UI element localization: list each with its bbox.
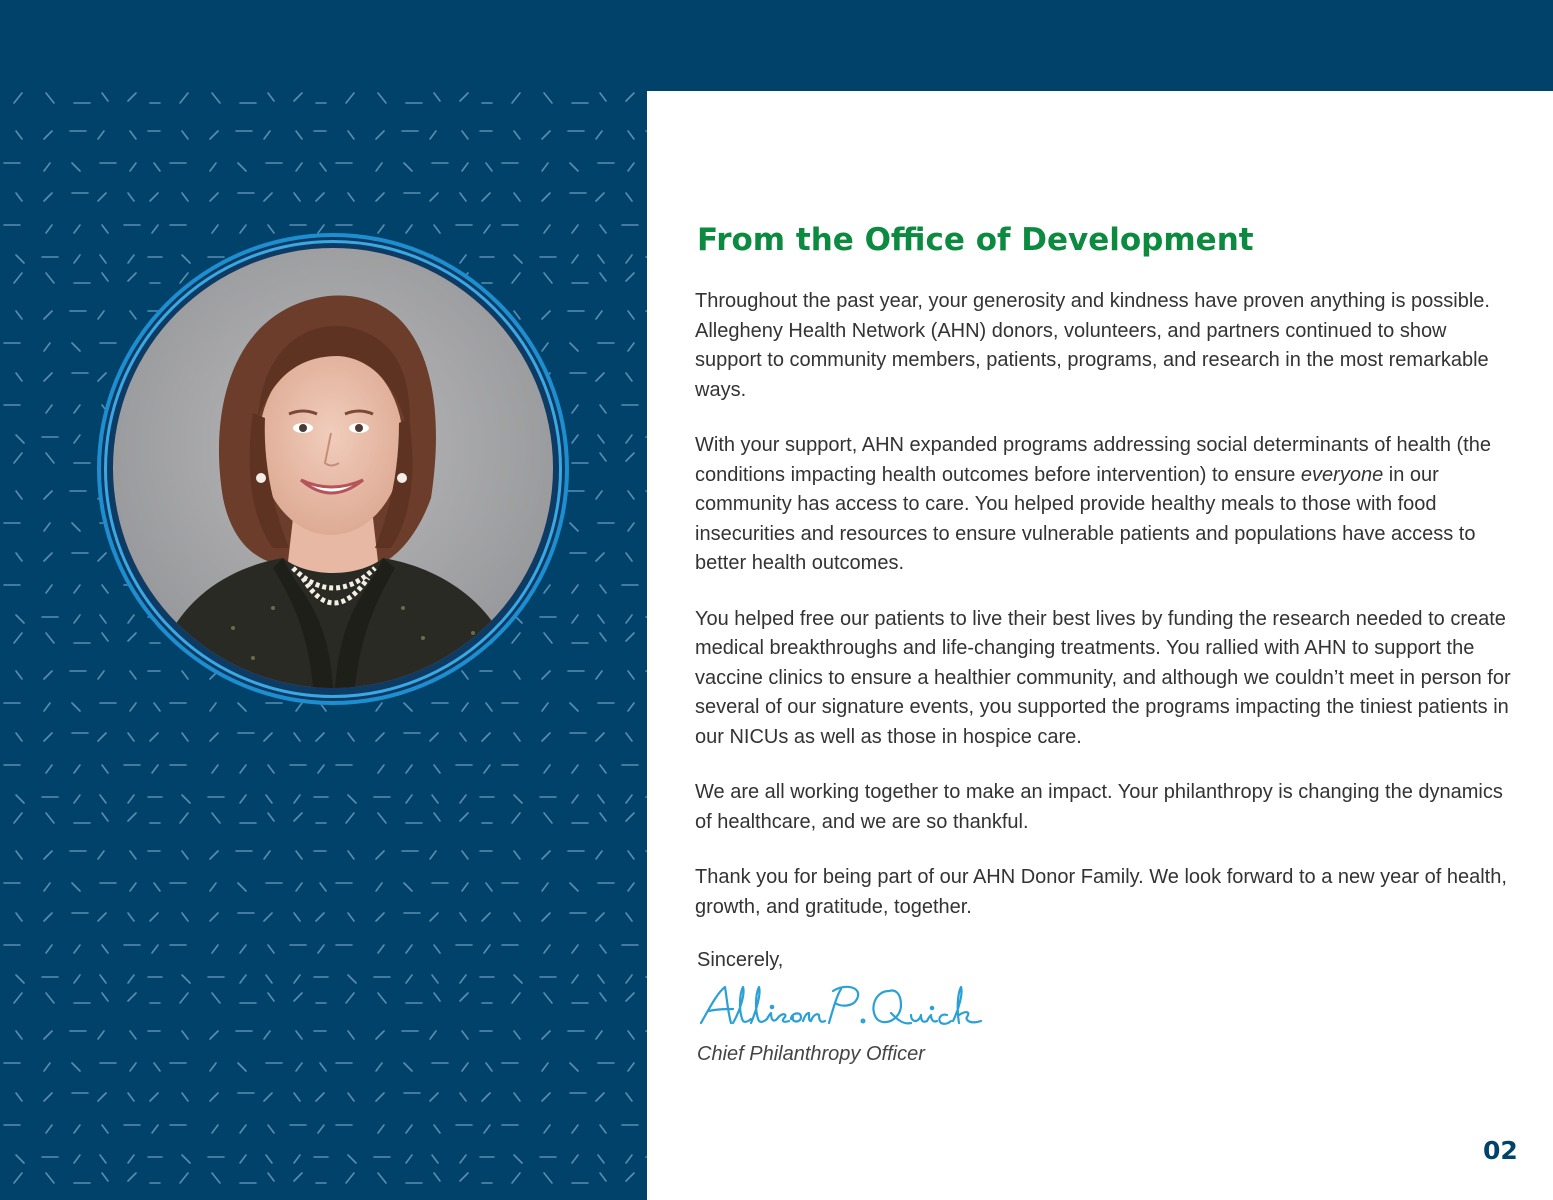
letter-paragraph: Throughout the past year, your generosity and kindness have proven anything is possible. Allegheny Health Network (AHN) donors, volunteers, and partners continued to show support to community members, patients, programs, and research in the most remarkable ways. <box>695 290 1490 401</box>
top-header-band <box>0 0 1553 91</box>
letter-text: in our community has access to care. You helped provide healthy meals to those with food insecurities and resources to ensure vulnerable patients and populations have access to better health outcomes. <box>695 463 1476 574</box>
letter-panel <box>647 91 1553 1200</box>
signer-title: Chief Philanthropy Officer <box>697 1043 925 1065</box>
closing: Sincerely, <box>697 949 784 971</box>
letter-text: With your support, AHN expanded programs addressing social determinants of health (the conditions impacting health outcomes before intervention) to ensure <box>695 434 1491 486</box>
page-number: 02 <box>1483 1136 1518 1165</box>
letter-emphasis: everyone <box>1300 463 1384 486</box>
letter-paragraph: We are all working together to make an impact. Your philanthropy is changing the dynamics of healthcare, and we are so thankful. <box>695 781 1503 833</box>
signature <box>695 979 995 1039</box>
portrait-photo <box>113 248 553 688</box>
page-title: From the Office of Development <box>697 222 1254 258</box>
letter-paragraph <box>695 431 1515 579</box>
letter-paragraph: You helped free our patients to live their best lives by funding the research needed to create medical breakthroughs and life-changing treatments. You rallied with AHN to support the vaccine clinics to ensure a healthier community, and although we couldn’t meet in person for several of our signature events, you supported the programs impacting the tiniest patients in our NICUs as well as those in hospice care. <box>695 607 1511 748</box>
letter-body <box>695 287 1515 948</box>
letter-paragraph: Thank you for being part of our AHN Donor Family. We look forward to a new year of health, growth, and gratitude, together. <box>695 866 1507 918</box>
